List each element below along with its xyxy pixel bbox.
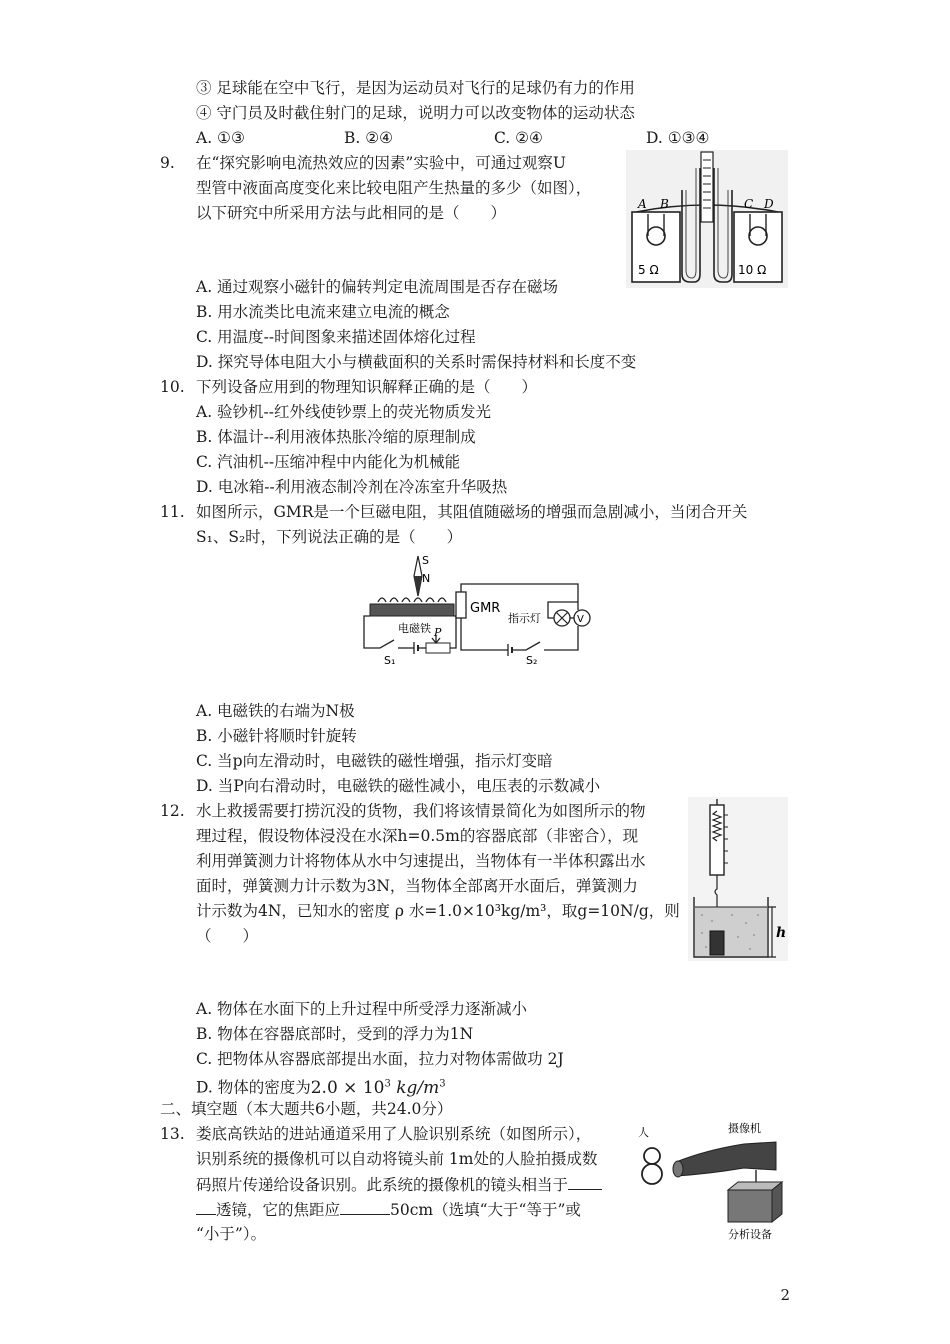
q11-figure-gmr-circuit [356, 552, 596, 668]
q13-blank-1b[interactable] [196, 1198, 216, 1215]
q13-fig-person-label: 人 [638, 1126, 649, 1139]
q9-stem-line3: 以下研究中所采用方法与此相同的是（ ） [196, 204, 507, 222]
q12-option-a[interactable]: A. 物体在水面下的上升过程中所受浮力逐渐减小 [196, 1000, 528, 1018]
q13-stem-line1: 娄底高铁站的进站通道采用了人脸识别系统（如图所示）， [196, 1125, 592, 1143]
q11-stem-line2: S₁、S₂时，下列说法正确的是（ ） [196, 528, 463, 546]
q13-stem-line3 [196, 1173, 602, 1196]
section-2-title: 二、填空题（本大题共6小题，共24.0分） [160, 1100, 453, 1118]
q9-option-d[interactable]: D. 探究导体电阻大小与横截面积的关系时需保持材料和长度不变 [196, 353, 637, 371]
q9-fig-label-b: B [660, 197, 669, 211]
q13-line4-b: 50cm（选填“大于“等于”或 [390, 1201, 581, 1219]
q12-stem-line2: 理过程，假设物体浸没在水深h=0.5m的容器底部（非密合），现 [196, 827, 639, 845]
q11-option-c[interactable]: C. 当p向左滑动时，电磁铁的磁性增强，指示灯变暗 [196, 752, 553, 770]
q9-number: 9. [160, 154, 175, 172]
q11-fig-lamp-label: 指示灯 [508, 612, 541, 625]
q12-option-d-value [311, 1078, 446, 1098]
q12-d-unit: kg/m [390, 1077, 440, 1098]
q9-figure-joule-heating [626, 150, 788, 288]
q13-stem-line4 [196, 1198, 581, 1221]
q10-option-a[interactable]: A. 验钞机--红外线使钞票上的荧光物质发光 [196, 403, 492, 421]
q11-option-d[interactable]: D. 当P向右滑动时，电磁铁的磁性减小，电压表的示数减小 [196, 777, 601, 795]
q11-option-a[interactable]: A. 电磁铁的右端为N极 [196, 702, 355, 720]
q11-fig-switch-s2: S₂ [526, 654, 538, 667]
q8-option-c[interactable]: C. ②④ [494, 129, 543, 147]
q13-blank-1a[interactable] [568, 1173, 602, 1190]
q9-fig-label-a: A [638, 197, 647, 211]
q12-number: 12. [160, 802, 185, 820]
q13-line3-text: 码照片传递给设备识别。此系统的摄像机的镜头相当于 [196, 1176, 569, 1194]
q13-line4-a: 透镜，它的焦距应 [216, 1201, 341, 1219]
q12-stem-line3: 利用弹簧测力计将物体从水中匀速提出，当物体有一半体积露出水 [196, 852, 646, 870]
q10-option-c[interactable]: C. 汽油机--压缩冲程中内能化为机械能 [196, 453, 461, 471]
q11-option-b[interactable]: B. 小磁针将顺时针旋转 [196, 727, 357, 745]
q9-option-c[interactable]: C. 用温度--时间图象来描述固体熔化过程 [196, 328, 476, 346]
q8-option-b[interactable]: B. ②④ [344, 129, 394, 147]
q13-figure-face-recognition [636, 1120, 788, 1244]
q12-d-exponent: 3 [384, 1078, 391, 1089]
q11-number: 11. [160, 503, 185, 521]
q8-statement-3: ③ 足球能在空中飞行，是因为运动员对飞行的足球仍有力的作用 [196, 79, 635, 97]
q13-fig-device-label: 分析设备 [728, 1228, 772, 1241]
q13-stem-line2: 识别系统的摄像机可以自动将镜头前 1m处的人脸拍摄成数 [196, 1150, 598, 1168]
q8-option-d[interactable]: D. ①③④ [646, 129, 710, 147]
q9-fig-resistor-5: 5 Ω [638, 263, 659, 277]
q11-fig-north: N [422, 572, 431, 585]
q9-stem-line2: 型管中液面高度变化来比较电阻产生热量的多少（如图）， [196, 179, 592, 197]
q9-fig-label-c: C [744, 197, 754, 211]
q10-option-d[interactable]: D. 电冰箱--利用液态制冷剂在冷冻室升华吸热 [196, 478, 508, 496]
q13-fig-camera-label: 摄像机 [728, 1122, 761, 1135]
q12-d-unit-exponent: 3 [439, 1078, 446, 1089]
q12-option-c[interactable]: C. 把物体从容器底部提出水面，拉力对物体需做功 2J [196, 1050, 564, 1068]
q12-d-mantissa: 2.0 × 10 [310, 1077, 385, 1098]
q12-fig-depth-h: h [776, 925, 787, 941]
q9-fig-label-d: D [764, 197, 774, 211]
q12-stem-line1: 水上救援需要打捞沉没的货物，我们将该情景简化为如图所示的物 [196, 802, 646, 820]
q13-blank-2[interactable] [340, 1198, 390, 1215]
q13-number: 13. [160, 1125, 185, 1143]
q11-fig-voltmeter: V [577, 614, 584, 625]
q12-stem-line5: 计示数为4N，已知水的密度 ρ 水=1.0×10³kg/m³，取g=10N/g，则 [196, 902, 680, 920]
q12-option-d-prefix: D. 物体的密度为 [196, 1078, 311, 1097]
q10-stem: 下列设备应用到的物理知识解释正确的是（ ） [196, 378, 538, 396]
q11-fig-south: S [422, 554, 429, 567]
q10-option-b[interactable]: B. 体温计--利用液体热胀冷缩的原理制成 [196, 428, 476, 446]
q9-fig-resistor-10: 10 Ω [738, 263, 767, 277]
q9-option-b[interactable]: B. 用水流类比电流来建立电流的概念 [196, 303, 450, 321]
q8-option-a[interactable]: A. ①③ [196, 129, 245, 147]
q11-fig-slider-p: P [434, 626, 442, 639]
q8-statement-4: ④ 守门员及时截住射门的足球，说明力可以改变物体的运动状态 [196, 104, 635, 122]
q11-fig-electromagnet-label: 电磁铁 [398, 622, 431, 635]
q12-stem-line6: （ ） [196, 927, 259, 945]
q11-fig-gmr-label: GMR [470, 601, 501, 616]
q12-option-d[interactable] [196, 1073, 446, 1099]
q9-option-a[interactable]: A. 通过观察小磁针的偏转判定电流周围是否存在磁场 [196, 278, 559, 296]
q12-option-b[interactable]: B. 物体在容器底部时，受到的浮力为1N [196, 1025, 474, 1043]
q12-stem-line4: 面时，弹簧测力计示数为3N，当物体全部离开水面后，弹簧测力 [196, 877, 638, 895]
q13-stem-line5: “小于”）。 [196, 1225, 267, 1243]
q12-figure-spring-scale [688, 797, 788, 961]
q11-stem-line1: 如图所示，GMR是一个巨磁电阻，其阻值随磁场的增强而急剧减小，当闭合开关 [196, 503, 748, 521]
page-number: 2 [780, 1286, 790, 1304]
q11-fig-switch-s1: S₁ [384, 654, 396, 667]
q10-number: 10. [160, 378, 185, 396]
q9-stem-line1: 在“探究影响电流热效应的因素”实验中，可通过观察U [196, 154, 566, 172]
